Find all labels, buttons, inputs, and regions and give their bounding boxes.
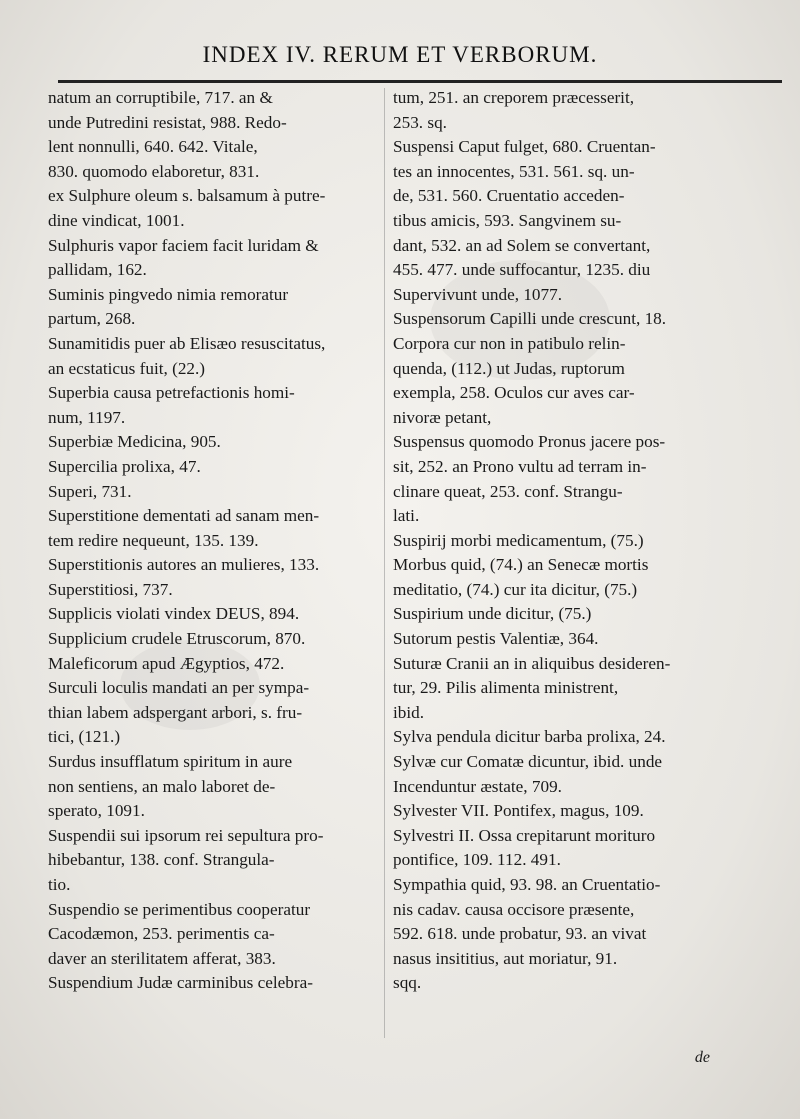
index-entry <box>393 799 793 824</box>
entry-line: Suspensus quomodo Pronus jacere pos- <box>393 432 666 452</box>
entry-line: hibebantur, 138. conf. Strangula- <box>48 850 275 870</box>
index-entry <box>393 430 793 528</box>
index-entry <box>48 184 393 233</box>
entry-line: sperato, 1091. <box>48 801 145 821</box>
index-entry <box>48 602 393 627</box>
index-entry <box>48 627 393 676</box>
entry-line: nivoræ petant, <box>393 407 492 427</box>
entry-line: num, 1197. <box>48 407 126 427</box>
entry-line: Suspirij morbi medicamentum, (75.) <box>393 530 644 550</box>
index-entry <box>48 553 393 578</box>
entry-line: tio. <box>48 875 71 894</box>
entry-line: Sulphuris vapor faciem facit luridam & <box>48 235 319 255</box>
entry-line: Incenduntur æstate, 709. <box>393 776 562 796</box>
index-entry <box>48 234 393 283</box>
index-entry <box>393 307 793 430</box>
index-entry <box>48 898 393 972</box>
entry-line: Surdus insufflatum spiritum in aure <box>48 752 293 772</box>
entry-line: exempla, 258. Oculos cur aves car- <box>393 383 635 403</box>
index-entry <box>393 824 793 873</box>
entry-line: Suspendio se perimentibus cooperatur <box>48 899 311 919</box>
entry-line: daver an sterilitatem afferat, 383. <box>48 948 276 968</box>
entry-line: tibus amicis, 593. Sangvinem su- <box>393 210 622 230</box>
entry-line: Suspensorum Capilli unde crescunt, 18. <box>393 309 667 329</box>
entry-line: dine vindicat, 1001. <box>48 210 185 230</box>
entry-line: dant, 532. an ad Solem se convertant, <box>393 235 651 255</box>
index-entry <box>48 676 393 750</box>
entry-line: Supplicis violati vindex DEUS, 894. <box>48 604 300 624</box>
index-entry <box>393 627 793 652</box>
entry-line: clinare queat, 253. conf. Strangu- <box>393 481 623 501</box>
index-entry <box>48 283 393 332</box>
index-entry <box>393 750 793 799</box>
index-entry <box>48 86 393 184</box>
entry-line: non sentiens, an malo laboret de- <box>48 776 276 796</box>
entry-line: Suspendii sui ipsorum rei sepultura pro- <box>48 825 324 845</box>
entry-line: Supplicium crudele Etruscorum, 870. <box>48 629 306 649</box>
left-column <box>48 86 393 996</box>
index-entry <box>48 381 393 430</box>
entry-line: Superbia causa petrefactionis homi- <box>48 383 295 403</box>
catchword: de <box>694 1049 710 1066</box>
entry-line: tes an innocentes, 531. 561. sq. un- <box>393 161 635 181</box>
entry-line: Suturæ Cranii an in aliquibus desideren- <box>393 653 671 673</box>
entry-line: tur, 29. Pilis alimenta ministrent, <box>393 678 619 698</box>
entry-line: 592. 618. unde probatur, 93. an vivat <box>393 924 647 944</box>
entry-line: 830. quomodo elaboretur, 831. <box>48 161 260 181</box>
entry-line: Sympathia quid, 93. 98. an Cruentatio- <box>393 875 661 894</box>
entry-line: pontifice, 109. 112. 491. <box>393 850 561 870</box>
entry-line: Maleficorum apud Ægyptios, 472. <box>48 653 285 673</box>
header-rule <box>58 80 782 83</box>
index-entry <box>48 504 393 553</box>
entry-line: Suspensi Caput fulget, 680. Cruentan- <box>393 137 656 157</box>
index-entry <box>393 135 793 307</box>
entry-line: Superi, 731. <box>48 481 132 501</box>
entry-line: Cacodæmon, 253. perimentis ca- <box>48 924 275 944</box>
index-entry <box>393 86 793 135</box>
entry-line: nasus insititius, aut moriatur, 91. <box>393 948 618 968</box>
entry-line: natum an corruptibile, 717. an & <box>48 88 273 107</box>
entry-line: Sunamitidis puer ab Elisæo resuscitatus, <box>48 333 326 353</box>
entry-line: Sylvester VII. Pontifex, magus, 109. <box>393 801 644 821</box>
entry-line: Morbus quid, (74.) an Senecæ mortis <box>393 555 649 575</box>
entry-line: an ecstaticus fuit, (22.) <box>48 358 206 378</box>
entry-line: Sylva pendula dicitur barba prolixa, 24. <box>393 727 666 747</box>
entry-line: Superstitione dementati ad sanam men- <box>48 506 320 526</box>
entry-line: tem redire nequeunt, 135. 139. <box>48 530 259 550</box>
index-entry <box>48 480 393 505</box>
entry-line: Superstitiosi, 737. <box>48 579 173 599</box>
entry-line: tum, 251. an creporem præcesserit, <box>393 88 635 107</box>
entry-line: ibid. <box>393 702 425 722</box>
index-entry <box>48 455 393 480</box>
entry-line: Suminis pingvedo nimia remoratur <box>48 284 289 304</box>
index-entry <box>393 602 793 627</box>
index-entry <box>48 750 393 824</box>
index-entry <box>48 578 393 603</box>
entry-line: quenda, (112.) ut Judas, ruptorum <box>393 358 625 378</box>
entry-line: sit, 252. an Prono vultu ad terram in- <box>393 456 647 476</box>
entry-line: thian labem adspergant arbori, s. fru- <box>48 702 303 722</box>
entry-line: nis cadav. causa occisore præsente, <box>393 899 635 919</box>
entry-line: tici, (121.) <box>48 727 121 747</box>
entry-line: unde Putredini resistat, 988. Redo- <box>48 112 287 132</box>
entry-line: ex Sulphure oleum s. balsamum à putre- <box>48 186 326 206</box>
index-entry <box>48 824 393 898</box>
entry-line: 455. 477. unde suffocantur, 1235. diu <box>393 260 651 280</box>
entry-line: Surculi loculis mandati an per sympa- <box>48 678 310 698</box>
entry-line: Sylvæ cur Comatæ dicuntur, ibid. unde <box>393 752 663 772</box>
entry-line: Supervivunt unde, 1077. <box>393 284 562 304</box>
entry-line: pallidam, 162. <box>48 260 147 280</box>
entry-line: Corpora cur non in patibulo relin- <box>393 333 626 353</box>
entry-line: lati. <box>393 506 420 526</box>
index-entry <box>393 652 793 726</box>
entry-line: meditatio, (74.) cur ita dicitur, (75.) <box>393 579 638 599</box>
entry-line: Suspendium Judæ carminibus celebra- <box>48 973 313 993</box>
entry-line: Superbiæ Medicina, 905. <box>48 432 221 452</box>
index-entry <box>393 725 793 750</box>
right-column <box>393 86 793 996</box>
entry-line: Sutorum pestis Valentiæ, 364. <box>393 629 599 649</box>
index-entry <box>48 971 393 996</box>
entry-line: de, 531. 560. Cruentatio acceden- <box>393 186 625 206</box>
index-entry <box>393 873 793 996</box>
index-entry <box>48 430 393 455</box>
entry-line: Supercilia prolixa, 47. <box>48 456 201 476</box>
entry-line: Sylvestri II. Ossa crepitarunt morituro <box>393 825 656 845</box>
index-entry <box>48 332 393 381</box>
entry-line: sqq. <box>393 973 422 993</box>
index-entry <box>393 529 793 603</box>
entry-line: Suspirium unde dicitur, (75.) <box>393 604 592 624</box>
running-header: INDEX IV. RERUM ET VERBORUM. <box>202 42 598 67</box>
entry-line: 253. sq. <box>393 112 447 132</box>
entry-line: lent nonnulli, 640. 642. Vitale, <box>48 137 258 157</box>
entry-line: Superstitionis autores an mulieres, 133. <box>48 555 320 575</box>
entry-line: partum, 268. <box>48 309 136 329</box>
